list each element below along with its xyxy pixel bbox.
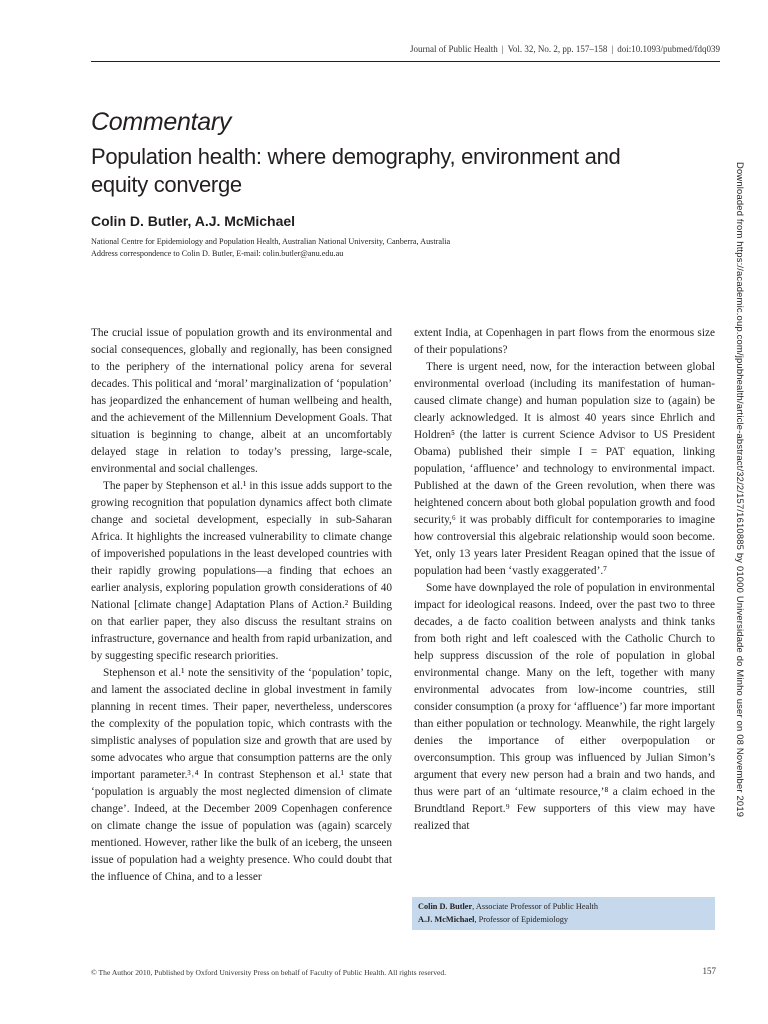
article-title: Population health: where demography, environment and equity converge [91,144,621,197]
author-info-name: A.J. McMichael [418,915,475,924]
correspondence: Address correspondence to Colin D. Butler, E-mail: colin.butler@anu.edu.au [91,249,344,258]
affiliation: National Centre for Epidemiology and Population Health, Australian National University, Canberra, Australia [91,237,451,246]
paragraph: The paper by Stephenson et al.¹ in this issue adds support to the growing recognition that population dynamics affect both climate change and societal development, especially in sub-Saharan Africa. It highlights the increased vulnerability to climate change of impoverished populations in the least developed countries with their rapidly growing populations—a finding that echoes an earlier analysis, exploring population growth considerations of 40 National [climate change] Adaptation Plans of Action.² Building on that earlier paper, they also discuss the resultant strains on infrastructure, governance and health from rapid urbanization, and by suggesting specific research priorities. [91,480,392,662]
paragraph: There is urgent need, now, for the interaction between global environmental overload (including its manifestation of human-caused climate change) and human population size to (again) be clearly acknowledged. It is almost 40 years since Ehrlich and Holdren⁵ (the latter is current Science Advisor to US President Obama) published their simple I = PAT equation, linking population, ‘affluence’ and technology to environmental impact. Published at the dawn of the Green revolution, when there was heightened concern about both global population growth and food security,⁶ it was probably difficult for contemporaries to imagine how controversial this algebraic relationship would soon become. Yet, only 13 years later President Reagan opined that the issue of population had been ‘vastly exaggerated’.⁷ [414,361,715,577]
paragraph: extent India, at Copenhagen in part flows from the enormous size of their populations? [414,327,715,356]
article-authors: Colin D. Butler, A.J. McMichael [91,213,296,229]
body-column-left [91,325,392,886]
download-watermark-note: Downloaded from https://academic.oup.com/jpubhealth/article-abstract/32/2/157/1610885 by 01000 Universidade do Minho user on 08 November 2019 [735,162,746,818]
author-info-line [418,900,709,913]
author-info-role: , Associate Professor of Public Health [472,902,598,911]
author-affiliation-block [91,236,450,260]
copyright-footer: © The Author 2010, Published by Oxford University Press on behalf of Faculty of Public Health. All rights reserved. [91,968,447,977]
page-number: 157 [702,966,716,976]
header-rule [91,61,720,62]
body-column-right [414,325,715,835]
author-info-line [418,913,709,926]
journal-doi[interactable]: doi:10.1093/pubmed/fdq039 [617,44,720,54]
paragraph: Some have downplayed the role of population in environmental impact for ideological reasons. Indeed, over the past two to three decades, a de facto coalition between analysts and think tanks from both right and left coalesced with the Catholic Church to help suppress discussion of the role of population in global environmental change. Many on the left, together with many environmental advocates from low-income countries, still consider consumption (a proxy for ‘affluence’) far more important than either population or technology. Meanwhile, the right largely denies the importance of either overpopulation or overconsumption. This group was influenced by Julian Simon’s argument that every new person had a brain and two hands, and thus were part of an ‘ultimate resource,’⁸ a claim echoed in the Brundtland Report.⁹ Few supporters of this view may have realized that [414,582,715,832]
author-info-role: , Professor of Epidemiology [474,915,569,924]
paragraph: Stephenson et al.¹ note the sensitivity of the ‘population’ topic, and lament the associated decline in global investment in family planning in recent times. Their paper, nevertheless, underscores the complexity of the population topic, which contrasts with the simplistic analyses of population size and growth that are used by some advocates who argue that consumption patterns are the only important parameter.³˒⁴ In contrast Stephenson et al.¹ state that ‘population is arguably the most neglected dimension of climate change’. Indeed, at the December 2009 Copenhagen conference on climate change the issue of population was (again) scarcely mentioned. However, rather like the bulk of an iceberg, the unseen issue of population had a weighty presence. Who could doubt that the influence of China, and to a lesser [91,667,392,883]
author-info-box [412,897,715,930]
journal-volume: Vol. 32, No. 2, pp. 157–158 [507,44,608,54]
journal-citation-line: Journal of Public Health | Vol. 32, No. 2, pp. 157–158 | doi:10.1093/pubmed/fdq039 [410,44,720,54]
journal-name: Journal of Public Health [410,44,498,54]
paragraph: The crucial issue of population growth and its environmental and social consequences, globally and regionally, has been consigned to the periphery of the international policy arena for several decades. This political and ‘moral’ marginalization of ‘population’ has jeopardized the enhancement of human wellbeing and health, and the achievement of the Millennium Development Goals. That situation is beginning to change, albeit at an uncomfortably delayed stage in relation to today’s pressing, large-scale, environmental and social challenges. [91,327,392,475]
article-type: Commentary [91,108,232,136]
author-info-name: Colin D. Butler [418,902,473,911]
